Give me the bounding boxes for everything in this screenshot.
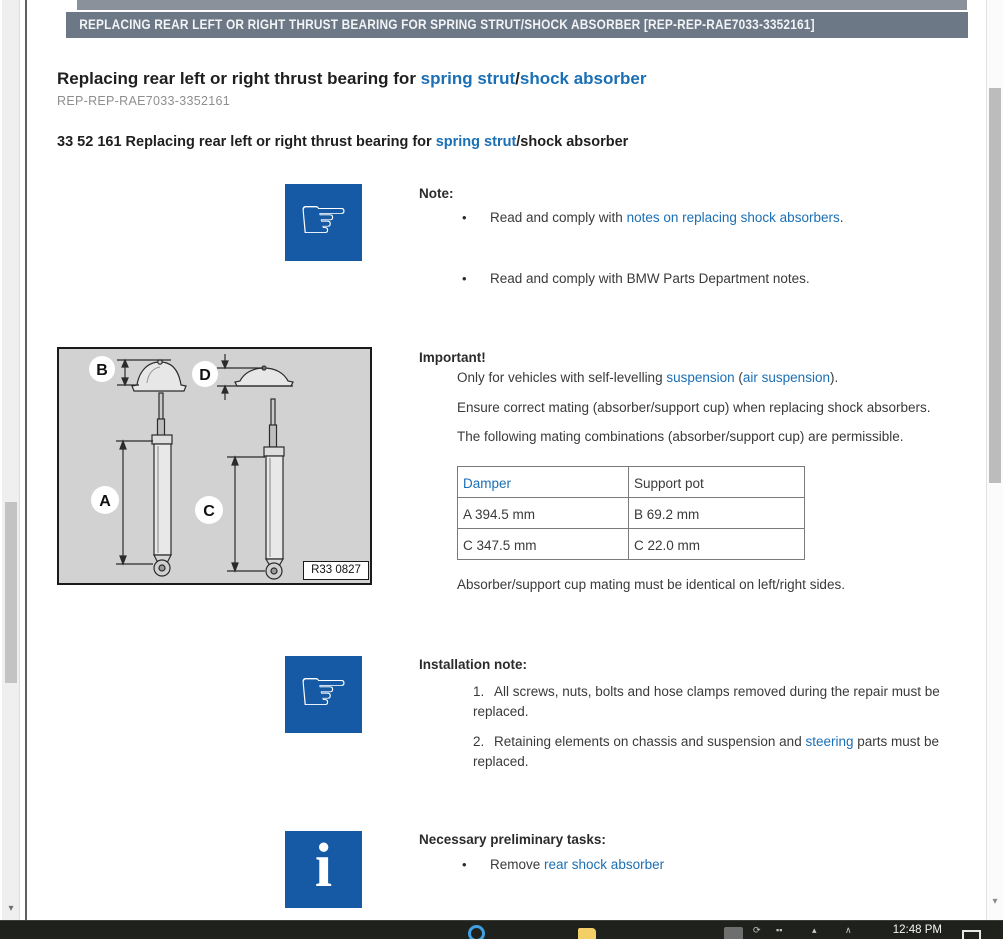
preliminary-bullet: • Remove rear shock absorber xyxy=(462,857,665,872)
note-bullet-2: • Read and comply with BMW Parts Department notes. xyxy=(462,271,810,286)
installation-note-heading: Installation note: xyxy=(419,657,527,672)
pointing-hand-icon: ☞ xyxy=(297,186,350,252)
table-row xyxy=(458,498,805,529)
spring-strut-link[interactable]: spring strut xyxy=(420,69,516,88)
document-title-bar xyxy=(66,12,968,38)
information-i-icon: i xyxy=(314,831,333,900)
important-footer: Absorber/support cup mating must be identical on left/right sides. xyxy=(457,577,845,592)
table-cell: C 347.5 mm xyxy=(458,529,629,560)
info-icon xyxy=(285,831,362,908)
figure-label-d: D xyxy=(199,367,211,384)
installation-item-2: 2. Retaining elements on chassis and suspension and steering parts must be replaced. xyxy=(473,734,940,769)
note-hand-icon xyxy=(285,184,362,261)
shock-absorber-notes-link[interactable]: notes on replacing shock absorbers xyxy=(626,210,840,225)
content-scrollbar[interactable] xyxy=(986,0,1003,920)
procedure-title: 33 52 161 Replacing rear left or right thrust bearing for spring strut/shock absorber xyxy=(57,134,629,150)
mating-combinations-table xyxy=(457,466,805,560)
table-header-damper xyxy=(458,467,629,498)
content-scrollbar-thumb[interactable] xyxy=(989,88,1001,483)
figure-reference-code: R33 0827 xyxy=(303,561,369,580)
shock-absorber-drawing xyxy=(59,349,370,583)
bullet-icon: • xyxy=(462,210,467,225)
file-explorer-icon[interactable] xyxy=(578,928,596,939)
document-title-bar-text: REPLACING REAR LEFT OR RIGHT THRUST BEARING FOR SPRING STRUT/SHOCK ABSORBER [REP-REP-RAE7033-3352161] xyxy=(79,17,815,32)
list-number: 1. xyxy=(473,684,485,699)
spring-strut-link[interactable]: spring strut xyxy=(435,134,517,150)
pointing-hand-icon: ☞ xyxy=(297,658,350,724)
windows-taskbar[interactable] xyxy=(0,920,1003,939)
preliminary-tasks-heading: Necessary preliminary tasks: xyxy=(419,832,606,847)
note-bullet-1: • Read and comply with notes on replacing shock absorbers. xyxy=(462,210,844,225)
table-cell: A 394.5 mm xyxy=(458,498,629,529)
window-border xyxy=(25,0,27,920)
suspension-link[interactable]: suspension xyxy=(666,370,735,385)
window-top-edge xyxy=(77,0,967,10)
tray-icon[interactable]: ▪▪ xyxy=(776,925,783,935)
installation-item-1: 1. All screws, nuts, bolts and hose clamps removed during the repair must be replaced. xyxy=(473,684,940,719)
figure-label-b: B xyxy=(96,362,108,379)
scroll-down-icon[interactable]: ▾ xyxy=(992,896,998,907)
page-title: Replacing rear left or right thrust bearing for spring strut/shock absorber xyxy=(57,69,647,88)
tray-network-icon[interactable]: ▴ xyxy=(812,925,817,935)
taskbar-app-icon[interactable] xyxy=(724,927,743,939)
steering-link[interactable]: steering xyxy=(805,734,854,749)
action-center-icon[interactable] xyxy=(962,930,981,939)
important-heading: Important! xyxy=(419,350,486,365)
important-line-3: The following mating combinations (absorber/support cup) are permissible. xyxy=(457,429,904,444)
bullet-icon: • xyxy=(462,857,467,872)
shock-absorber-diagram xyxy=(57,347,372,585)
rear-shock-absorber-link[interactable]: rear shock absorber xyxy=(544,857,665,872)
table-cell: B 69.2 mm xyxy=(629,498,805,529)
table-header-row xyxy=(458,467,805,498)
tray-sync-icon[interactable]: ⟳ xyxy=(753,925,761,935)
list-number: 2. xyxy=(473,734,485,749)
note-hand-icon xyxy=(285,656,362,733)
browser-icon[interactable] xyxy=(468,925,485,939)
air-suspension-link[interactable]: air suspension xyxy=(742,370,830,385)
outer-scrollbar[interactable] xyxy=(2,0,20,920)
table-row xyxy=(458,529,805,560)
damper-link[interactable]: Damper xyxy=(463,475,512,491)
important-line-2: Ensure correct mating (absorber/support cup) when replacing shock absorbers. xyxy=(457,400,931,415)
table-header-support-pot: Support pot xyxy=(629,467,805,498)
note-heading: Note: xyxy=(419,186,454,201)
bullet-icon: • xyxy=(462,271,467,286)
figure-label-a: A xyxy=(99,493,111,510)
document-code: REP-REP-RAE7033-3352161 xyxy=(57,94,230,108)
taskbar-clock[interactable]: 12:48 PM xyxy=(892,924,942,936)
shock-absorber-link[interactable]: shock absorber xyxy=(519,69,647,88)
table-cell: C 22.0 mm xyxy=(629,529,805,560)
outer-scrollbar-thumb[interactable] xyxy=(5,502,17,683)
scroll-down-icon[interactable]: ▾ xyxy=(8,903,14,914)
tray-hidden-icons-chevron[interactable]: ∧ xyxy=(845,925,852,935)
important-line-1: Only for vehicles with self-levelling suspension (air suspension). xyxy=(457,370,839,385)
figure-label-c: C xyxy=(203,503,215,520)
